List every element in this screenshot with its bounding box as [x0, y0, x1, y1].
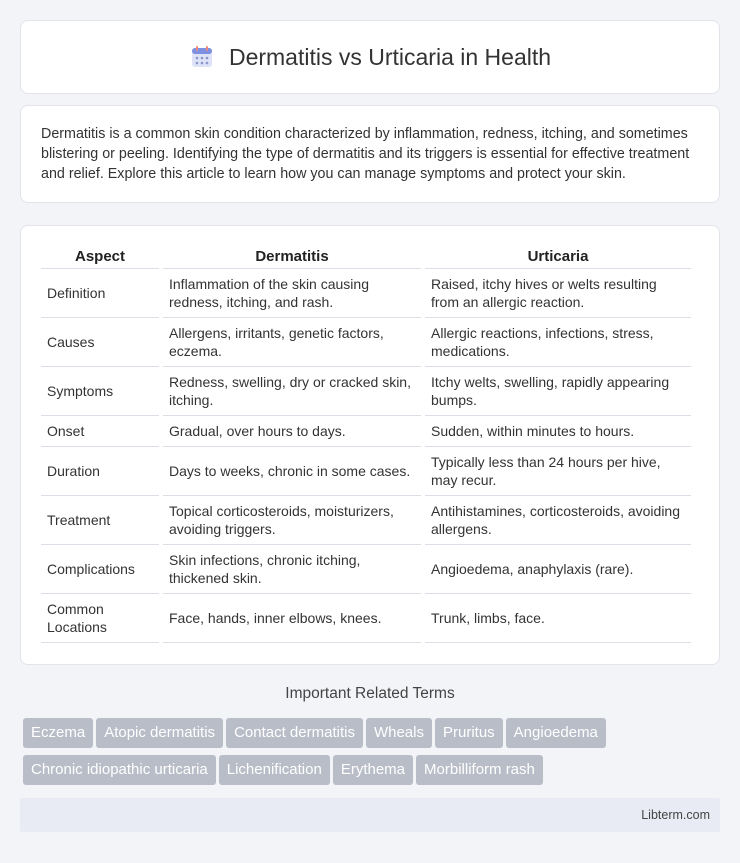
footer-site-link[interactable]: Libterm.com: [641, 808, 710, 822]
dermatitis-cell: Inflammation of the skin causing redness, itching, and rash.: [163, 269, 421, 318]
table-row: [41, 545, 691, 594]
page-header: [20, 20, 720, 94]
calendar-grid-icon: [189, 44, 215, 70]
dermatitis-cell: Allergens, irritants, genetic factors, eczema.: [163, 318, 421, 367]
urticaria-cell: Angioedema, anaphylaxis (rare).: [425, 545, 691, 594]
related-term-tag[interactable]: Atopic dermatitis: [96, 718, 223, 748]
page-title: Dermatitis vs Urticaria in Health: [228, 43, 552, 70]
related-term-tag[interactable]: Morbilliform rash: [416, 755, 543, 785]
table-header-row: [41, 244, 691, 269]
aspect-cell: Common Locations: [41, 594, 159, 643]
table-row: [41, 447, 691, 496]
aspect-cell: Duration: [41, 447, 159, 496]
dermatitis-cell: Topical corticosteroids, moisturizers, avoiding triggers.: [163, 496, 421, 545]
aspect-cell: Symptoms: [41, 367, 159, 416]
related-term-tag[interactable]: Chronic idiopathic urticaria: [23, 755, 216, 785]
comparison-card: [20, 225, 720, 665]
related-term-tag[interactable]: Lichenification: [219, 755, 330, 785]
urticaria-cell: Itchy welts, swelling, rapidly appearing bumps.: [425, 367, 691, 416]
related-term-tag[interactable]: Angioedema: [506, 718, 606, 748]
header-aspect: Aspect: [41, 244, 159, 269]
dermatitis-cell: Gradual, over hours to days.: [163, 416, 421, 447]
urticaria-cell: Raised, itchy hives or welts resulting from an allergic reaction.: [425, 269, 691, 318]
table-row: [41, 416, 691, 447]
page-footer: [20, 798, 720, 832]
related-term-tag[interactable]: Pruritus: [435, 718, 503, 748]
header-urticaria: Urticaria: [425, 244, 691, 269]
urticaria-cell: Antihistamines, corticosteroids, avoiding allergens.: [425, 496, 691, 545]
comparison-table: [37, 244, 695, 643]
dermatitis-cell: Days to weeks, chronic in some cases.: [163, 447, 421, 496]
related-terms-list: [23, 718, 723, 792]
dermatitis-cell: Skin infections, chronic itching, thickened skin.: [163, 545, 421, 594]
table-row: [41, 318, 691, 367]
aspect-cell: Definition: [41, 269, 159, 318]
aspect-cell: Causes: [41, 318, 159, 367]
related-term-tag[interactable]: Wheals: [366, 718, 432, 748]
dermatitis-cell: Face, hands, inner elbows, knees.: [163, 594, 421, 643]
related-term-tag[interactable]: Contact dermatitis: [226, 718, 363, 748]
aspect-cell: Treatment: [41, 496, 159, 545]
table-row: [41, 496, 691, 545]
table-row: [41, 594, 691, 643]
urticaria-cell: Sudden, within minutes to hours.: [425, 416, 691, 447]
dermatitis-cell: Redness, swelling, dry or cracked skin, itching.: [163, 367, 421, 416]
urticaria-cell: Allergic reactions, infections, stress, medications.: [425, 318, 691, 367]
related-term-tag[interactable]: Erythema: [333, 755, 413, 785]
table-row: [41, 367, 691, 416]
aspect-cell: Complications: [41, 545, 159, 594]
table-row: [41, 269, 691, 318]
header-dermatitis: Dermatitis: [163, 244, 421, 269]
aspect-cell: Onset: [41, 416, 159, 447]
intro-card: [20, 105, 720, 203]
intro-text: Dermatitis is a common skin condition characterized by inflammation, redness, itching, and sometimes blistering or peeling. Identifying the type of dermatitis and its triggers is essential for effective treatment and relief. Explore this article to learn how you can manage symptoms and protect your skin.: [41, 126, 690, 182]
urticaria-cell: Trunk, limbs, face.: [425, 594, 691, 643]
urticaria-cell: Typically less than 24 hours per hive, may recur.: [425, 447, 691, 496]
related-terms-title: Important Related Terms: [285, 685, 455, 702]
related-term-tag[interactable]: Eczema: [23, 718, 93, 748]
